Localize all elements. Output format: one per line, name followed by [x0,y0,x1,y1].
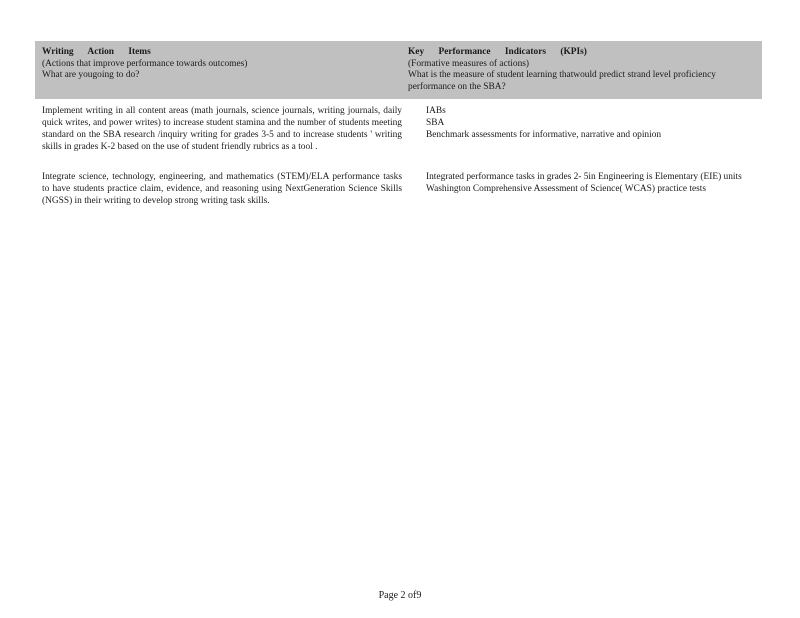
header-action-question: What are yougoing to do? [42,70,140,80]
action-cell [35,105,402,153]
header-kpi-subtitle: (Formative measures of actions) [408,58,530,69]
kpi-cell [402,105,762,153]
header-kpi-title: Key Performance Indicators (KPIs) [408,47,587,57]
table-header [35,41,762,99]
list-item [408,129,762,141]
kpi-text: Washington Comprehensive Assessment of Science( WCAS) practice tests [426,184,707,194]
bullet-icon [408,117,426,129]
action-text: Integrate science, technology, engineering, and mathematics (STEM)/ELA performance tasks to have students practice claim, evidence, and reasoning using NextGeneration Science Skills (NGSS) in their writing to develop strong writing task skills. [42,172,402,206]
kpi-text: IABs [426,106,446,116]
action-text: Implement writing in all content areas (math journals, science journals, writing journals, daily quick writes, and power writes) to increase student stamina and the number of students meeting standard on the SBA research /inquiry writing for grades 3-5 and to increase students ' writing skills in grades K-2 based on the use of student friendly rubrics as a tool . [42,106,402,152]
table-row [35,105,762,153]
list-item [408,117,762,129]
list-item [408,171,762,183]
header-action-subtitle: (Actions that improve performance towards outcomes) [42,58,248,69]
list-item [408,183,762,195]
page-number: Page 2 of9 [378,590,422,601]
kpi-text: Integrated performance tasks in grades 2- 5in Engineering is Elementary (EIE) units [426,172,742,182]
bullet-icon [408,183,426,195]
list-item [408,105,762,117]
action-cell [35,171,402,207]
header-kpi-question: What is the measure of student learning thatwould predict strand level proficiency performance on the SBA? [408,70,716,92]
bullet-icon [408,105,426,117]
bullet-icon [408,171,426,183]
table-row [35,171,762,207]
bullet-icon [408,129,426,141]
kpi-list [408,105,762,141]
header-action-title: Writing Action Items [42,47,151,57]
action-plan-table [35,41,762,207]
header-kpis [402,41,762,99]
kpi-list [408,171,762,195]
header-action-items [35,41,402,99]
kpi-text: Benchmark assessments for informative, narrative and opinion [426,130,662,140]
kpi-text: SBA [426,118,445,128]
kpi-cell [402,171,762,207]
